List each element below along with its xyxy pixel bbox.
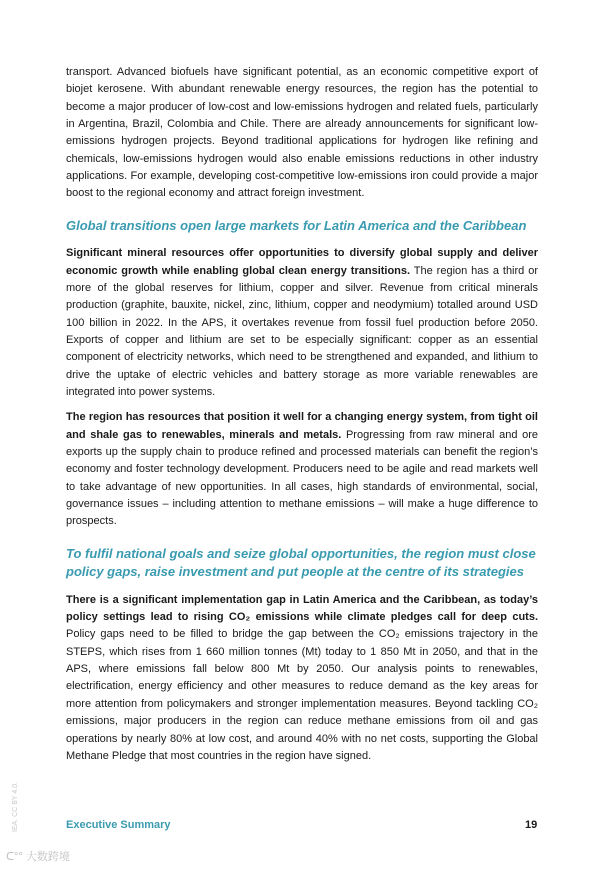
section-heading-policy-gaps: To fulfil national goals and seize global opportunities, the region must close policy gaps, raise investment and put people at the centre of its strategies bbox=[66, 545, 536, 580]
logo-icon: ᑕ°° bbox=[6, 851, 23, 863]
lead-sentence: The region has resources that position it well for a changing energy system, from tight oil and shale gas to renewables, minerals and metals. bbox=[66, 411, 538, 441]
paragraph-region-resources: The region has resources that position it well for a changing energy system, from tight oil and shale gas to renewables, minerals and metals. Progressing from raw mineral and ore exports up the supply chain to produce refined and processed materials can benefit the region’s economy and foster technology development. Producers need to be agile and read markets well to take advantage of new opportunities. In all cases, high standards of environmental, social, governance issues – including attention to methane emissions – will make a huge difference to prospects. bbox=[66, 411, 538, 528]
footer-section-title: Executive Summary bbox=[66, 819, 171, 831]
paragraph-implementation-gap: There is a significant implementation gap in Latin America and the Caribbean, as today’s policy settings lead to rising CO₂ emissions while climate pledges call for deep cuts. Policy gaps need to be filled to bridge the gap between the CO₂ emissions trajectory in the STEPS, which rises from 1 660 million tonnes (Mt) today to 1 850 Mt in 2050, and that in the APS, where emissions fall below 800 Mt by 2050. Our analysis points to renewables, electrification, energy efficiency and other measures to reduce demand as the key areas for more attention from policymakers and stronger implementation measures. Beyond tackling CO₂ emissions, major producers in the region can reduce methane emissions from oil and gas operations by nearly 80% at low cost, and around 40% with no net costs, supporting the Global Methane Pledge that most countries in the region have signed. bbox=[66, 593, 538, 762]
watermark-logo: ᑕ°° 大数跨境 bbox=[6, 851, 70, 863]
page-number: 19 bbox=[525, 819, 538, 831]
section-heading-global-transitions: Global transitions open large markets for Latin America and the Caribbean bbox=[66, 217, 527, 233]
paragraph-mineral-resources: Significant mineral resources offer opportunities to diversify global supply and deliver economic growth while enabling global clean energy transitions. The region has a third or more of the global reserves for lithium, copper and silver. Revenue from critical minerals production (graphite, bauxite, nickel, zinc, lithium, copper and neodymium) totalled around USD 100 billion in 2022. In the APS, it overtakes revenue from fossil fuel production before 2050. Exports of copper and lithium are set to be especially significant: copper as an essential component of electricity networks, which need to be strengthened and expanded, and lithium to drive the uptake of electric vehicles and battery storage as more variable renewables are integrated into power systems. bbox=[66, 247, 538, 398]
lead-sentence: Significant mineral resources offer opportunities to diversify global supply and deliver economic growth while enabling global clean energy transitions. bbox=[66, 247, 538, 277]
license-note: IEA. CC BY 4.0. bbox=[12, 781, 19, 832]
lead-sentence: There is a significant implementation gap in Latin America and the Caribbean, as today’s policy settings lead to rising CO₂ emissions while climate pledges call for deep cuts. bbox=[66, 593, 538, 624]
paragraph-intro: transport. Advanced biofuels have significant potential, as an economic competitive export of biojet kerosene. With abundant renewable energy resources, the region has the potential to become a major producer of low-cost and low-emissions hydrogen and related fuels, particularly in Argentina, Brazil, Colombia and Chile. There are already announcements for significant low-emissions hydrogen projects. Beyond traditional applications for hydrogen like refining and chemicals, low-emissions hydrogen would also enable emissions reductions in other industry applications. For example, developing cost-competitive low-emissions iron could provide a major boost to the regional economy and attract foreign investment. bbox=[66, 66, 538, 200]
page-content bbox=[66, 64, 538, 773]
